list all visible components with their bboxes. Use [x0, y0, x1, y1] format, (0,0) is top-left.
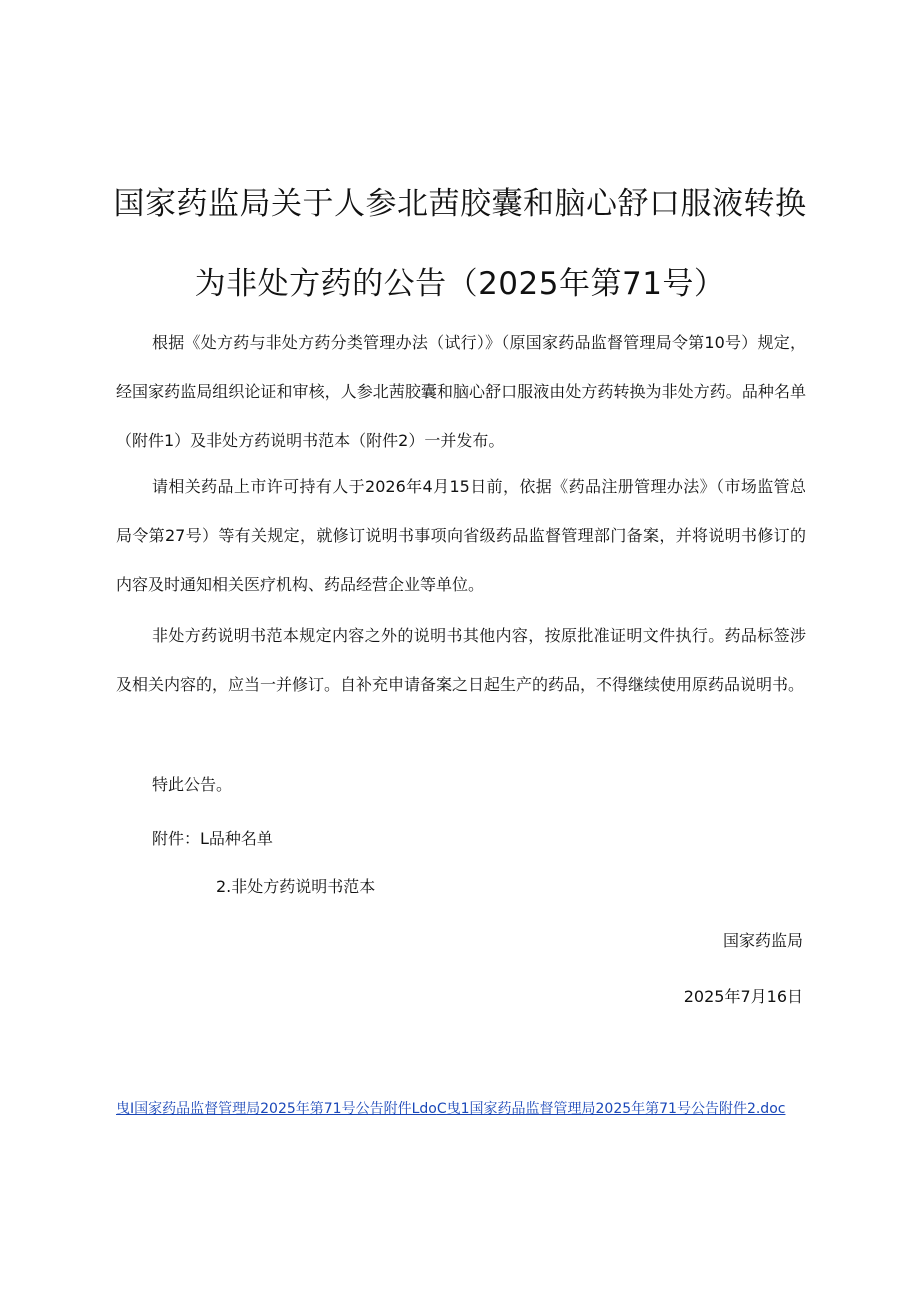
- attachment-links: [116, 1098, 785, 1118]
- issuer-signature: 国家药监局: [722, 931, 803, 950]
- attachment-link-2[interactable]: C曳1国家药品监督管理局2025年第71号公告附件2.doc: [436, 1101, 786, 1117]
- body-paragraph-2: 请相关药品上市许可持有人于2026年4月15日前，依据《药品注册管理办法》（市场监管总局令第27号）等有关规定，就修订说明书事项向省级药品监督管理部门备案，并将说明书修订的内容及时通知相关医疗机构、药品经营企业等单位。: [116, 477, 806, 594]
- body-paragraph-3: 非处方药说明书范本规定内容之外的说明书其他内容，按原批准证明文件执行。药品标签涉及相关内容的，应当一并修订。自补充申请备案之日起生产的药品，不得继续使用原药品说明书。: [116, 626, 806, 694]
- attachment-item-2: 2.非处方药说明书范本: [216, 877, 376, 896]
- body-paragraph-1: 根据《处方药与非处方药分类管理办法（试行）》（原国家药品监督管理局令第10号）规定，经国家药监局组织论证和审核，人参北茜胶囊和脑心舒口服液由处方药转换为非处方药。品种名单（附件1）及非处方药说明书范本（附件2）一并发布。: [116, 333, 806, 450]
- document-title-line-2: 为非处方药的公告（2025年第71号）: [194, 266, 726, 302]
- closing-statement: 特此公告。: [152, 775, 233, 794]
- issue-date: 2025年7月16日: [683, 987, 803, 1006]
- attachment-link-1[interactable]: 曳I国家药品监督管理局2025年第71号公告附件Ldo: [116, 1101, 437, 1117]
- document-title-line-1: 国家药监局关于人参北茜胶囊和脑心舒口服液转换: [113, 186, 807, 222]
- attachment-item-1: 附件：L品种名单: [152, 829, 273, 848]
